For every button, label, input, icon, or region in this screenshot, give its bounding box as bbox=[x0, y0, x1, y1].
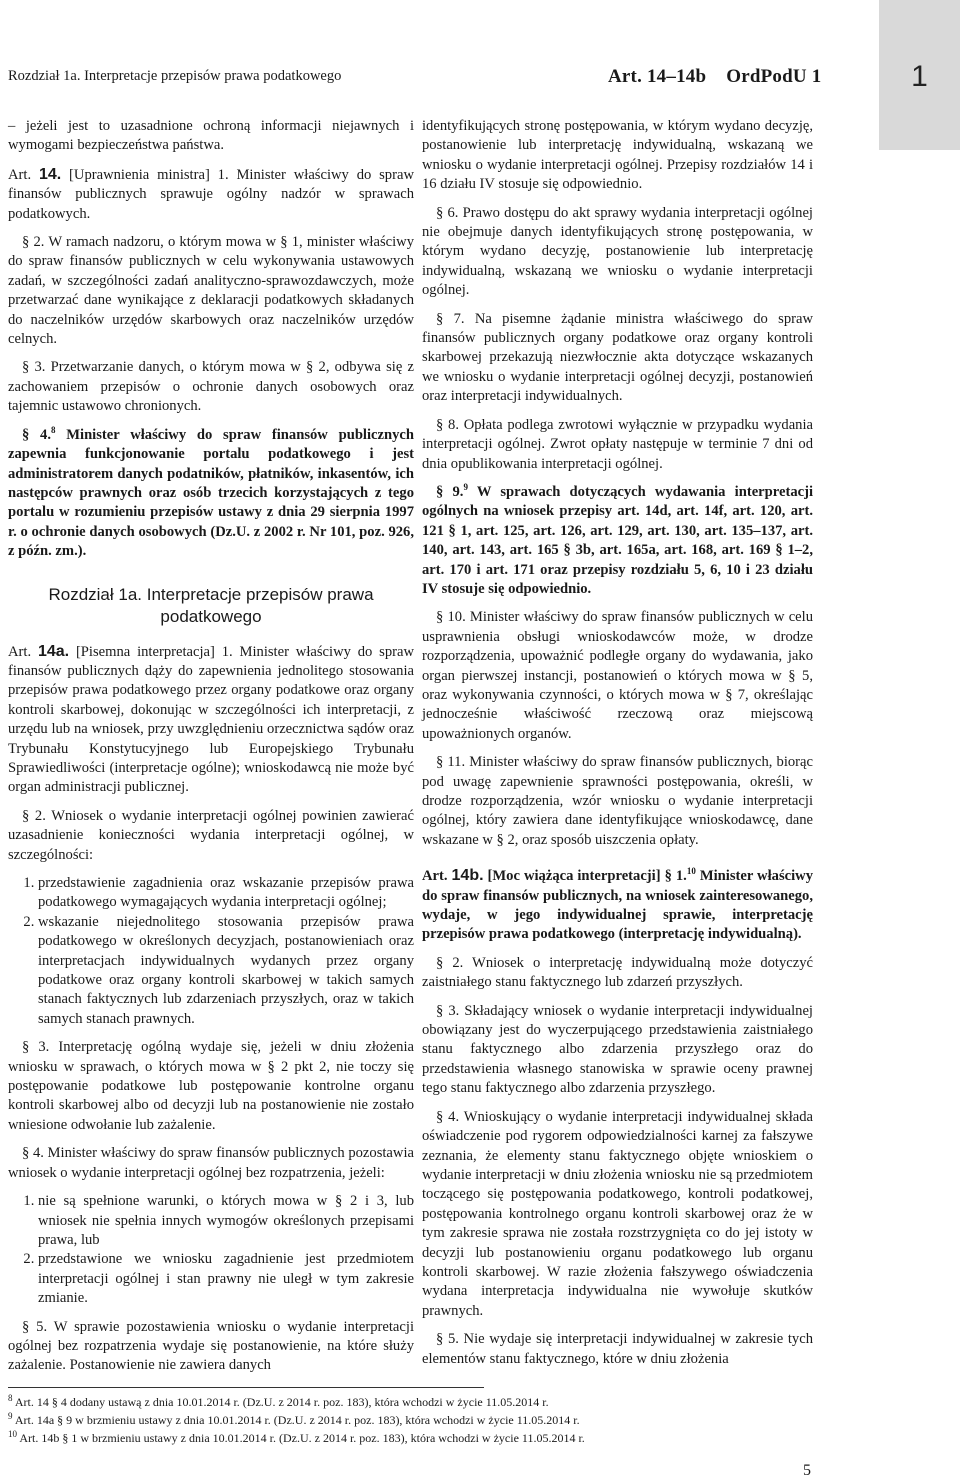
list-item: 1. nie są spełnione warunki, o których mowa w § 2 i 3, lub wniosek nie spełnia innych wymogów określonych przepisami prawa, lub bbox=[38, 1192, 414, 1250]
section-tab-number: 1 bbox=[911, 60, 928, 93]
footnote-number: 10 bbox=[8, 1429, 17, 1439]
art-14a-paragraph-10: § 10. Minister właściwy do spraw finansów publicznych w celu usprawnienia obsługi wnioskodawców może, w drodze rozporządzenia, upoważnić podległe organy do wydawania, jako organ pierwszej instancji, postanowień o których mowa w § 5, oraz wykonywania czynności, o których mowa w § 7, określając jednocześnie właściwość rzeczową oraz miejscową upoważnionych organów. bbox=[422, 609, 813, 742]
article-number: 14a. bbox=[37, 642, 70, 660]
running-header-chapter: Rozdział 1a. Interpretacje przepisów prawa podatkowego bbox=[8, 68, 342, 84]
art-14a-paragraph-11: § 11. Minister właściwy do spraw finansów publicznych, biorąc pod uwagę zapewnienie sprawności postępowania, określi, w drodze rozporządzenia, wzór wniosku o wydanie interpretacji ogólnej, który zawiera dane identyfikujące wnioskodawcę, dane wskazane w § 2, oraz sposób uiszczenia opłaty. bbox=[422, 754, 813, 848]
footnote bbox=[8, 1413, 580, 1428]
paragraph-mark: § 4. bbox=[22, 426, 51, 443]
art-14-paragraph-2: § 2. W ramach nadzoru, o którym mowa w § 1, minister właściwy do spraw finansów publicznych w celu wykonywania ustawowych zadań, w szczególności zadań analityczno-sprawozdawczych, może przetwarzać dane wynikające z deklaracji podatkowych składanych do naczelników urzędów skarbowych oraz naczelników urzędów celnych. bbox=[8, 234, 414, 348]
right-column bbox=[422, 117, 813, 1378]
art-14b-paragraph-1 bbox=[422, 866, 813, 945]
list-item: 2. wskazanie niejednolitego stosowania przepisów prawa podatkowego w określonych decyzjach, postanowieniach oraz interpretacjach indywidualnych wydanych przez organy podatkowe oraz organy kontroli skarbowej w takich samych stanach faktycznych lub zdarzeniach przyszłych, oraz w takich samych stanach prawnych. bbox=[38, 913, 414, 1029]
art-14-paragraph-4 bbox=[8, 426, 414, 562]
art-14-paragraph-3: § 3. Przetwarzanie danych, o którym mowa w § 2, odbywa się z zachowaniem przepisów o ochronie danych osobowych oraz tajemnic ustawowo chronionych. bbox=[8, 359, 414, 415]
art-14a-paragraph-7: § 7. Na pisemne żądanie ministra właściwego do spraw finansów publicznych organy podatkowe oraz organy kontroli skarbowej przekazują niezwłocznie akta dotyczące wskazanych we wniosku o wydanie interpretacji ogólnej decyzji, postanowień oraz interpretacji indywidualnych. bbox=[422, 310, 813, 405]
art-14a-paragraph-9 bbox=[422, 483, 813, 599]
art-14a-paragraph-6: § 6. Prawo dostępu do akt sprawy wydania interpretacji ogólnej nie obejmuje danych identyfikujących stronę postępowania, w którym wydano decyzję, postanowienie lub interpretację indywidualną, wskazaną we wniosku o wydanie interpretacji ogólnej. bbox=[422, 204, 813, 299]
paragraph-text: Minister właściwy do spraw finansów publicznych, na wniosek zainteresowanego, wydaje, w jego indywidualnej sprawie, interpretację przepisów prawa podatkowego (interpretację indywidualną). bbox=[422, 868, 813, 943]
paragraph-text: W sprawach dotyczących wydawania interpretacji ogólnych na wniosek przepisy art. 14d, art. 14f, art. 120, art. 121 § 1, art. 125, art. 126, art. 129, art. 130, art. 135–137, art. 140, art. 143, art. 165 § 3b, art. 165a, art. 168, art. 169 § 1–2, art. 170 i art. 171 oraz przepisy rozdziału 5, 6, 10 i 23 działu IV stosuje się odpowiednio. bbox=[422, 483, 814, 597]
footnote-ref[interactable]: 8 bbox=[50, 424, 56, 435]
paragraph-mark: § 9. bbox=[436, 483, 464, 500]
footnote-number: 8 bbox=[8, 1393, 13, 1403]
footnote-text: Art. 14b § 1 w brzmieniu ustawy z dnia 10.01.2014 r. (Dz.U. z 2014 r. poz. 183), która wchodzi w życie 11.05.2014 r. bbox=[19, 1431, 585, 1445]
footnote-ref[interactable]: 10 bbox=[686, 866, 696, 877]
art-14a-paragraph-2-list bbox=[8, 874, 414, 1029]
art-14a-paragraph-5: § 5. W sprawie pozostawienia wniosku o wydanie interpretacji ogólnej bez rozpatrzenia wydaje się postanowienie, na które służy zażalenie. Postanowienie nie zawiera danych bbox=[8, 1318, 414, 1374]
art-14a-paragraph-4-list bbox=[8, 1192, 414, 1308]
art-14a-paragraph-2: § 2. Wniosek o wydanie interpretacji ogólnej powinien zawierać uzasadnienie konieczności wydania interpretacji ogólnej, w szczególności: bbox=[8, 807, 414, 863]
running-header-right bbox=[608, 66, 821, 88]
art-14b-paragraph-4: § 4. Wnioskujący o wydanie interpretacji indywidualnej składa oświadczenie pod rygorem odpowiedzialności karnej za fałszywe zeznania, że elementy stanu faktycznego objęte wnioskiem o wydanie interpretacji w dniu złożenia wniosku nie są przedmiotem toczącego się postępowania podatkowego, kontroli podatkowej, postępowania kontrolnego organu kontroli skarbowej oraz że w tym zakresie sprawa nie została rozstrzygnięta co do jej istoty w decyzji lub postanowieniu organu podatkowego lub organu kontroli skarbowej. W razie złożenia fałszywego oświadczenia wydana interpretacja indywidualna nie wywołuje skutków prawnych. bbox=[422, 1108, 813, 1319]
art-14b-paragraph-2: § 2. Wniosek o interpretację indywidualną może dotyczyć zaistniałego stanu faktycznego lub zdarzeń przyszłych. bbox=[422, 954, 813, 991]
paragraph-text: 1. Minister właściwy do spraw finansów publicznych sprawuje ogólny nadzór w sprawach podatkowych. bbox=[8, 166, 414, 222]
footnote-text: Art. 14 § 4 dodany ustawą z dnia 10.01.2014 r. (Dz.U. z 2014 r. poz. 183), która wchodzi w życie 11.05.2014 r. bbox=[14, 1395, 549, 1409]
section-tab bbox=[879, 0, 960, 150]
continuation-paragraph: identyfikujących stronę postępowania, w którym wydano decyzję, postanowienie lub interpretację indywidualną, wskazaną we wniosku o wydanie interpretacji ogólnej. Przepisy rozdziałów 14 i 16 działu IV stosuje się odpowiednio. bbox=[422, 118, 813, 193]
paragraph-mark: § 1. bbox=[664, 868, 687, 885]
list-item: 2. przedstawione we wniosku zagadnienie jest przedmiotem interpretacji ogólnej i stan prawny nie uległ w tym zakresie zmianie. bbox=[38, 1250, 414, 1308]
list-item: 1. przedstawienie zagadnienia oraz wskazanie przepisów prawa podatkowego wymagających wydania interpretacji ogólnej; bbox=[38, 874, 414, 913]
article-label: Art. bbox=[8, 166, 32, 183]
footnote bbox=[8, 1431, 585, 1446]
art-14b-paragraph-3: § 3. Składający wniosek o wydanie interpretacji indywidualnej obowiązany jest do wyczerpującego przedstawienia zaistniałego stanu faktycznego albo zdarzenia przyszłego oraz do przedstawienia własnego stanowiska w sprawie oceny prawnej tego stanu faktycznego albo zdarzenia przyszłego. bbox=[422, 1002, 813, 1097]
footnote bbox=[8, 1395, 549, 1410]
art-14-paragraph-1 bbox=[8, 165, 414, 224]
footnote-divider bbox=[8, 1387, 484, 1388]
article-label: Art. bbox=[422, 868, 448, 885]
footnote-text: Art. 14a § 9 w brzmieniu ustawy z dnia 10.01.2014 r. (Dz.U. z 2014 r. poz. 183), która wchodzi w życie 11.05.2014 r. bbox=[14, 1413, 580, 1427]
running-header-code: OrdPodU 1 bbox=[726, 66, 822, 87]
art-14a-paragraph-1 bbox=[8, 642, 414, 798]
article-label: Art. bbox=[8, 643, 32, 660]
chapter-title: Rozdział 1a. Interpretacje przepisów prawa podatkowego bbox=[48, 584, 374, 626]
paragraph-text: 1. Minister właściwy do spraw finansów publicznych dąży do zapewnienia jednolitego stosowania przepisów prawa podatkowego przez organy podatkowe oraz organy kontroli skarbowej, dokonując w szczególności ich interpretacji, z urzędu lub na wniosek, przy uwzględnieniu orzecznictwa sądów oraz Trybunału Konstytucyjnego lub Europejskiego Trybunału Sprawiedliwości (interpretacje ogólne); wnioskodawcą nie może być organ administracji publicznej. bbox=[8, 643, 415, 796]
paragraph-text: Minister właściwy do spraw finansów publicznych zapewnia funkcjonowanie portalu podatkowego i jest administratorem danych podatników, płatników, inkasentów, ich następców prawnych oraz osób trzecich korzystających z tego portalu w rozumieniu przepisów ustawy z dnia 29 sierpnia 1997 r. o ochronie danych osobowych (Dz.U. z 2002 r. Nr 101, poz. 926, z późn. zm.). bbox=[8, 426, 415, 560]
art-14a-paragraph-4: § 4. Minister właściwy do spraw finansów publicznych pozostawia wniosek o wydanie interpretacji ogólnej bez rozpatrzenia, jeżeli: bbox=[8, 1145, 414, 1181]
article-number: 14. bbox=[38, 165, 62, 183]
art-14a-paragraph-3: § 3. Interpretację ogólną wydaje się, jeżeli w dniu złożenia wniosku w sprawach, o których mowa w § 2 pkt 2, nie toczy się postępowanie podatkowe lub postępowanie kontrolne organu kontroli skarbowej albo od decyzji lub na postanowienie nie zostało wniesione odwołanie lub zażalenie. bbox=[8, 1039, 414, 1133]
left-column bbox=[8, 117, 414, 1385]
page-number: 5 bbox=[803, 1462, 811, 1479]
art-14b-paragraph-5: § 5. Nie wydaje się interpretacji indywidualnej w zakresie tych elementów stanu faktycznego, które w dniu złożenia bbox=[422, 1331, 813, 1367]
article-title: [Pisemna interpretacja] bbox=[75, 643, 215, 660]
continuation-paragraph: – jeżeli jest to uzasadnione ochroną informacji niejawnych i wymogami bezpieczeństwa państwa. bbox=[8, 118, 414, 154]
running-header-range: Art. 14–14b bbox=[608, 66, 707, 87]
article-number: 14b. bbox=[451, 867, 484, 885]
article-title: [Moc wiążąca interpretacji] bbox=[487, 868, 661, 885]
footnote-number: 9 bbox=[8, 1411, 13, 1421]
footnote-ref[interactable]: 9 bbox=[463, 482, 468, 493]
article-title: [Uprawnienia ministra] bbox=[69, 166, 210, 183]
art-14a-paragraph-8: § 8. Opłata podlega zwrotowi wyłącznie w przypadku wydania interpretacji ogólnej. Zwrot opłaty następuje w terminie 7 dni od dnia opublikowania interpretacji ogólnej. bbox=[422, 416, 813, 472]
